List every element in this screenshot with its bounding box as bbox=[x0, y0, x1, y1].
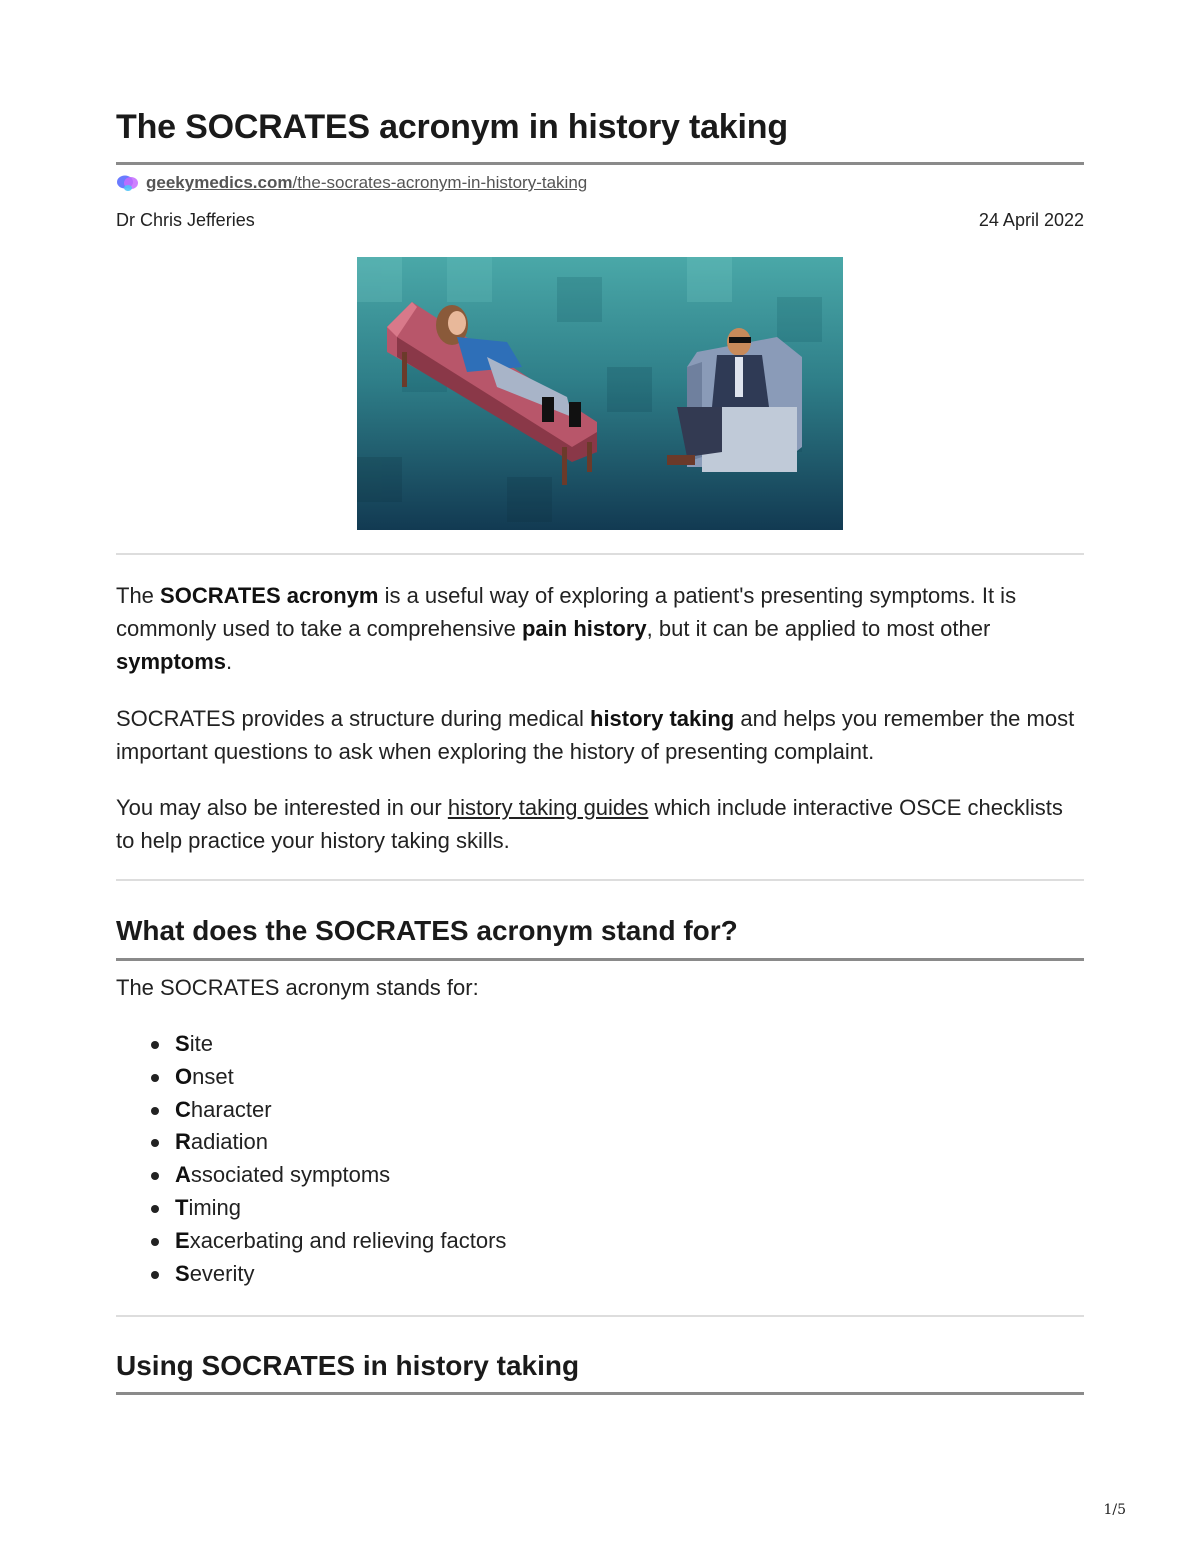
list-item bbox=[116, 1094, 506, 1127]
acronym-letter: S bbox=[175, 1260, 190, 1286]
page-title: The SOCRATES acronym in history taking bbox=[116, 108, 788, 146]
intro-paragraph-3: You may also be interested in our history taking guides which include interactive OSCE checklists to help practice your history taking skills. bbox=[116, 795, 1063, 853]
list-item bbox=[116, 1258, 506, 1291]
acronym-word-rest: adiation bbox=[190, 1129, 268, 1155]
acronym-word-rest: ssociated symptoms bbox=[190, 1162, 391, 1188]
therapy-session-illustration bbox=[357, 257, 843, 530]
acronym-letter: S bbox=[175, 1031, 190, 1056]
acronym-word-rest: xacerbating and relieving factors bbox=[189, 1227, 507, 1253]
history-taking-guides-link[interactable]: history taking guides bbox=[447, 795, 649, 820]
acronym-list bbox=[116, 1028, 506, 1290]
list-item bbox=[116, 1159, 506, 1192]
section-heading-using: Using SOCRATES in history taking bbox=[116, 1350, 580, 1381]
acronym-letter: C bbox=[175, 1096, 191, 1122]
publish-date: 24 April 2022 bbox=[978, 210, 1084, 230]
section-divider bbox=[116, 879, 1084, 881]
intro-paragraph-1: The SOCRATES acronym is a useful way of exploring a patient's presenting symptoms. It is commonly used to take a comprehensive pain history, but it can be applied to most other symptoms. bbox=[116, 583, 1017, 674]
title-divider bbox=[116, 162, 1084, 165]
brain-icon bbox=[116, 174, 140, 192]
acronym-word-rest: iming bbox=[188, 1194, 242, 1220]
list-item bbox=[116, 1028, 506, 1061]
acronym-word-rest: nset bbox=[192, 1063, 234, 1089]
bold-pain-history: pain history bbox=[521, 616, 647, 641]
list-item bbox=[116, 1061, 506, 1094]
section-divider bbox=[116, 1315, 1084, 1317]
bold-symptoms: symptoms bbox=[116, 649, 227, 674]
acronym-word-rest: haracter bbox=[190, 1096, 272, 1122]
intro-paragraph-2: SOCRATES provides a structure during medical history taking and helps you remember the most important questions to ask when exploring the history of presenting complaint. bbox=[116, 706, 1075, 764]
list-item bbox=[116, 1192, 506, 1225]
acronym-letter: T bbox=[175, 1194, 189, 1220]
heading-divider bbox=[116, 958, 1084, 961]
author: Dr Chris Jefferies bbox=[116, 210, 255, 230]
source-path: /the-socrates-acronym-in-history-taking bbox=[292, 173, 588, 192]
bold-history-taking: history taking bbox=[590, 706, 735, 731]
acronym-letter: A bbox=[175, 1162, 191, 1188]
list-item bbox=[116, 1126, 506, 1159]
acronym-word-rest: ite bbox=[189, 1031, 213, 1056]
section-heading-acronym: What does the SOCRATES acronym stand for? bbox=[116, 915, 738, 946]
section-divider bbox=[116, 553, 1084, 555]
source-line bbox=[116, 173, 587, 193]
acronym-letter: E bbox=[175, 1227, 190, 1253]
source-link[interactable] bbox=[146, 173, 587, 193]
section-lead: The SOCRATES acronym stands for: bbox=[116, 975, 479, 1000]
acronym-word-rest: everity bbox=[189, 1260, 255, 1286]
list-item bbox=[116, 1225, 506, 1258]
acronym-letter: O bbox=[175, 1063, 193, 1089]
heading-divider bbox=[116, 1392, 1084, 1395]
source-domain: geekymedics.com bbox=[146, 173, 293, 192]
bold-socrates-acronym: SOCRATES acronym bbox=[160, 583, 379, 608]
page-number: 1/5 bbox=[1103, 1502, 1126, 1518]
byline bbox=[116, 210, 1084, 231]
acronym-letter: R bbox=[175, 1129, 191, 1155]
